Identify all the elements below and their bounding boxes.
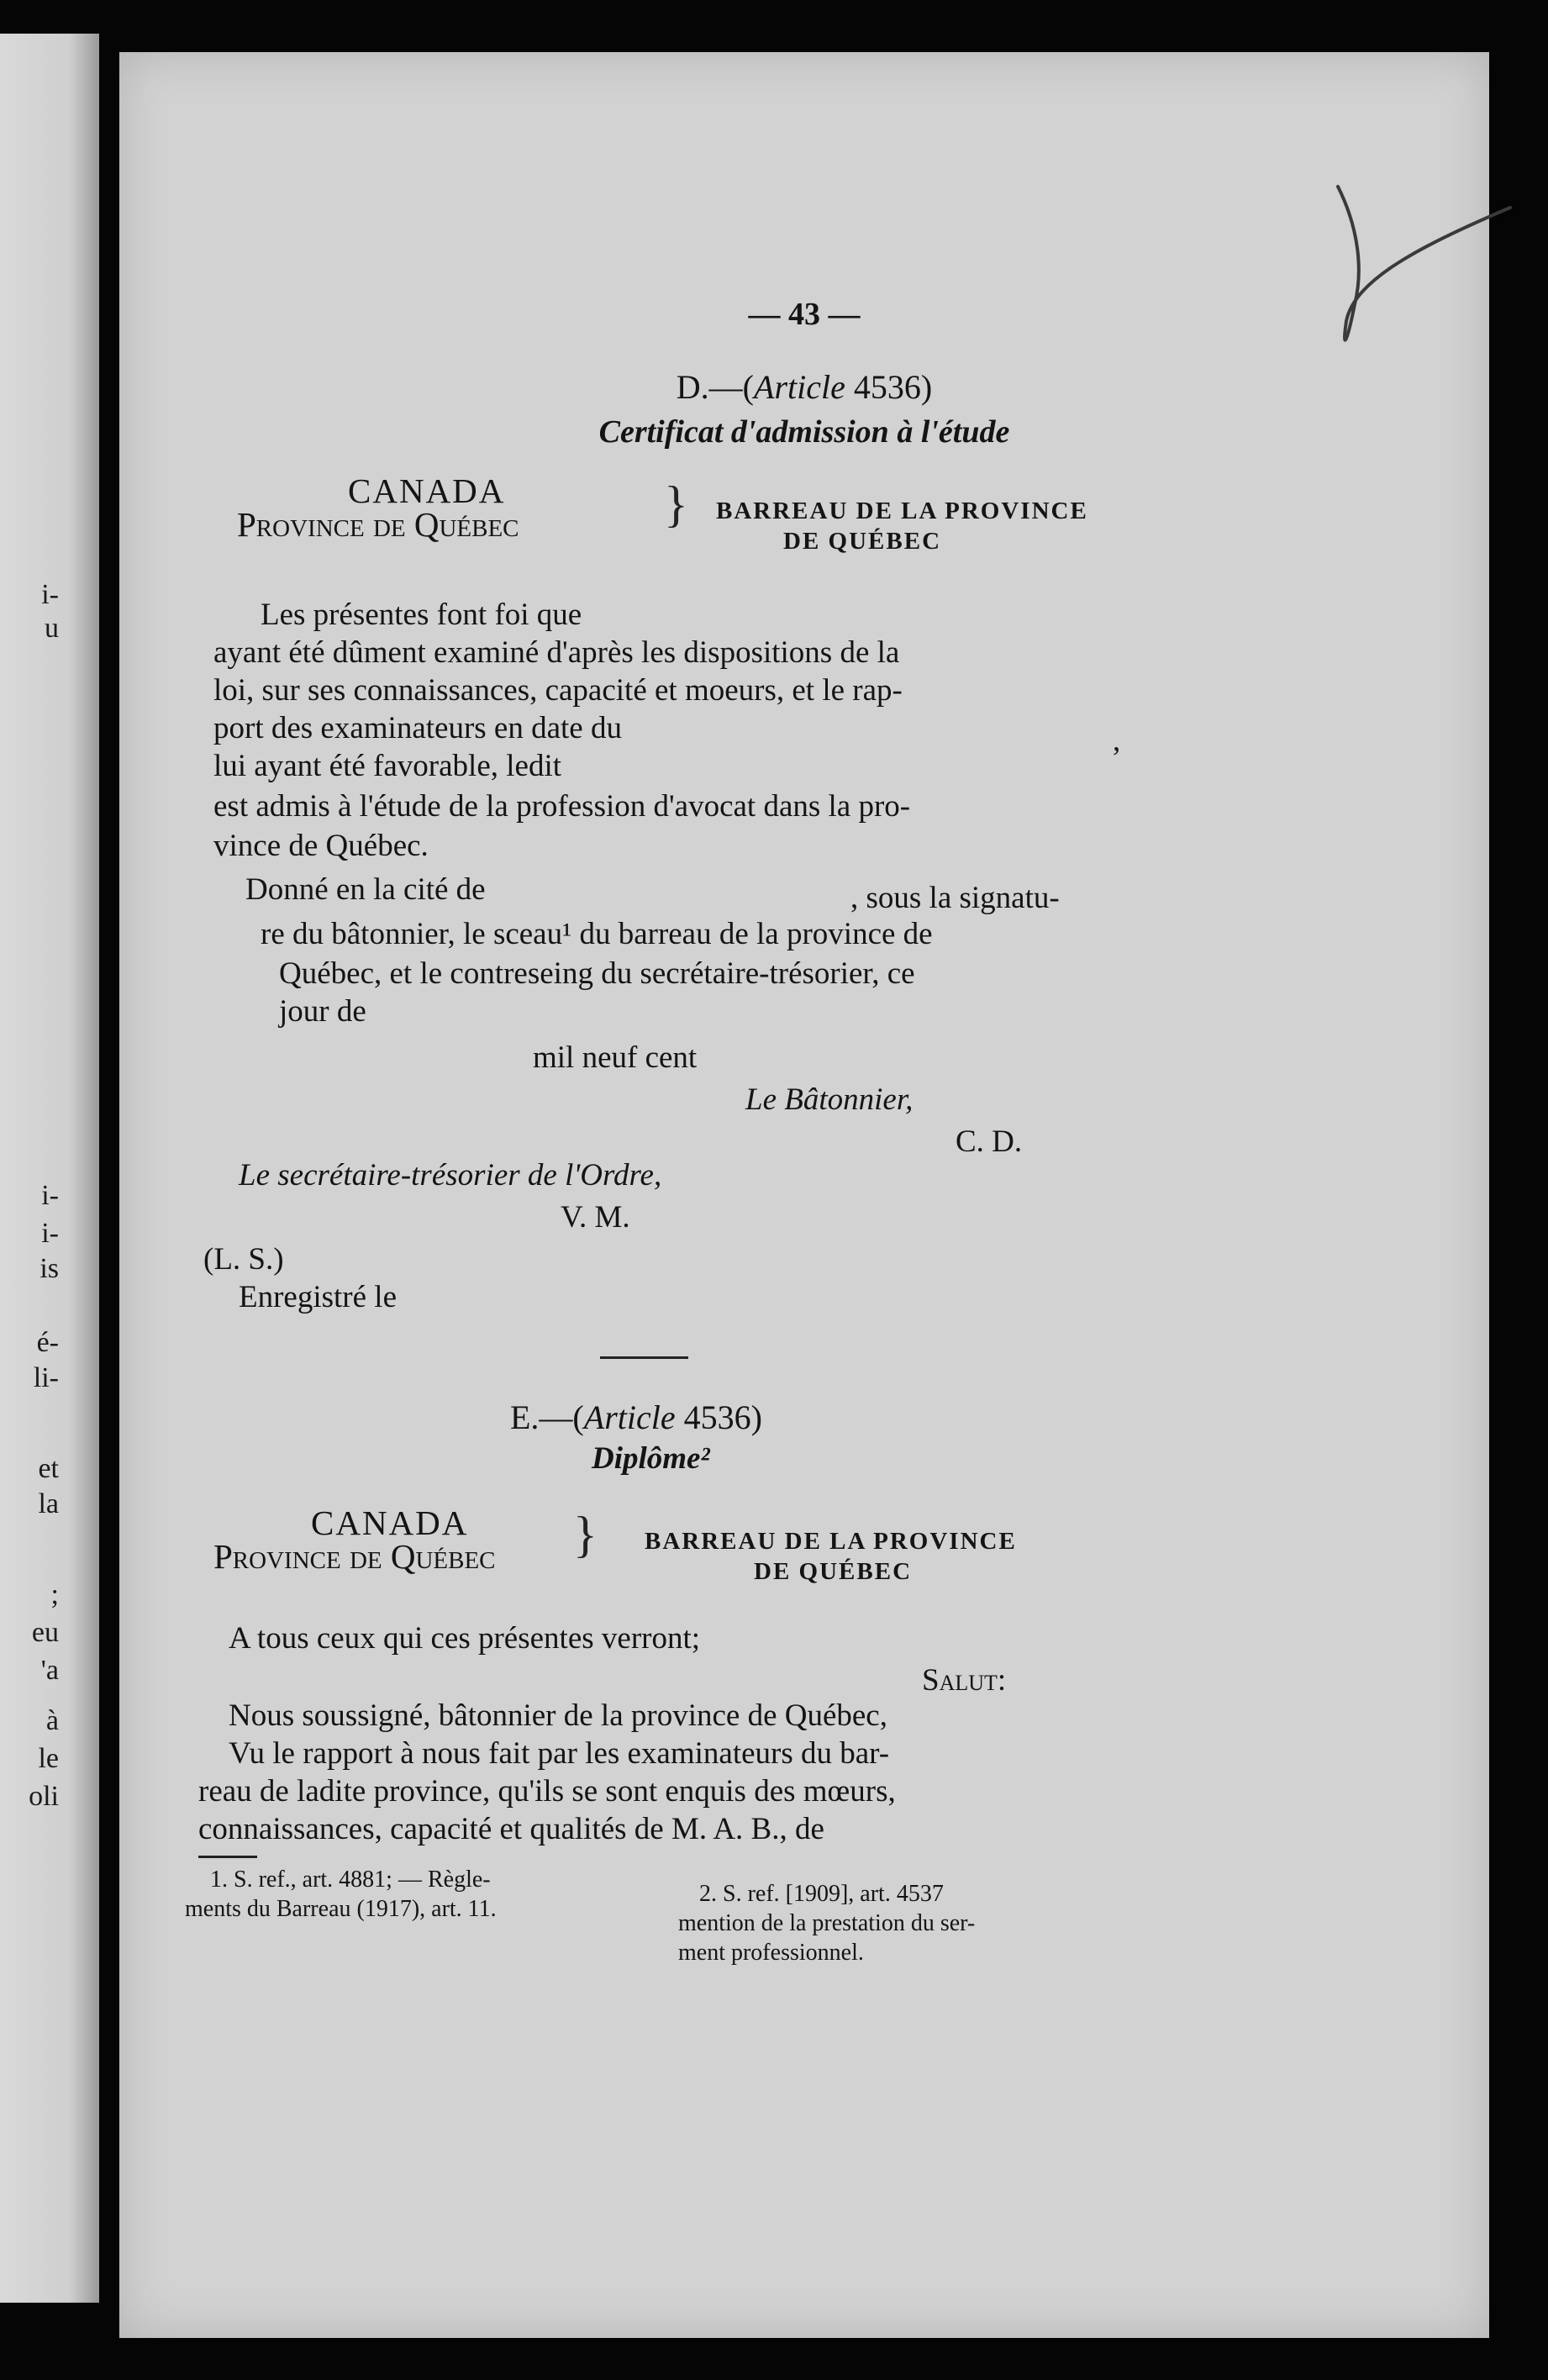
body-line: est admis à l'étude de la profession d'avocat dans la pro- bbox=[213, 789, 911, 824]
footnote-2: ment professionnel. bbox=[678, 1940, 864, 1966]
margin-fragment: i- bbox=[41, 579, 59, 610]
body-line: re du bâtonnier, le sceau¹ du barreau de la province de bbox=[261, 917, 933, 951]
body-line: Vu le rapport à nous fait par les examinateurs du bar- bbox=[229, 1736, 890, 1771]
section-d-heading: D.—(Article 4536) bbox=[676, 368, 933, 406]
margin-fragment: et bbox=[38, 1453, 59, 1484]
body-line: vince de Québec. bbox=[213, 829, 429, 863]
margin-fragment: oli bbox=[29, 1781, 59, 1812]
header-quebec: DE QUÉBEC bbox=[754, 1558, 913, 1585]
margin-fragment: la bbox=[38, 1488, 59, 1519]
body-line: loi, sur ses connaissances, capacité et moeurs, et le rap- bbox=[213, 673, 903, 708]
body-line: Les présentes font foi que bbox=[261, 598, 582, 632]
body-line: A tous ceux qui ces présentes verront; bbox=[229, 1621, 701, 1656]
header-quebec: DE QUÉBEC bbox=[783, 528, 942, 555]
pencil-mark bbox=[1321, 178, 1514, 363]
comma-mark: , bbox=[1113, 724, 1121, 758]
footnote-1: 1. S. ref., art. 4881; — Règle- bbox=[210, 1867, 491, 1893]
header-province: Province de Québec bbox=[213, 1537, 496, 1576]
header-barreau: BARREAU DE LA PROVINCE bbox=[716, 498, 1088, 524]
body-line: lui ayant été favorable, ledit bbox=[213, 749, 562, 783]
margin-fragment: é- bbox=[36, 1327, 59, 1358]
margin-fragment: u bbox=[45, 613, 59, 644]
footnote-2: 2. S. ref. [1909], art. 4537 bbox=[699, 1881, 944, 1907]
margin-fragment: li- bbox=[33, 1362, 59, 1393]
body-line: ayant été dûment examiné d'après les dispositions de la bbox=[213, 635, 900, 670]
salut-line: Salut: bbox=[922, 1663, 1007, 1698]
footnote-2: mention de la prestation du ser- bbox=[678, 1910, 976, 1936]
footnote-rule bbox=[198, 1856, 257, 1858]
body-line: reau de ladite province, qu'ils se sont enquis des mœurs, bbox=[198, 1774, 896, 1809]
header-province: Province de Québec bbox=[237, 505, 519, 544]
body-line: Nous soussigné, bâtonnier de la province de Québec, bbox=[229, 1698, 887, 1733]
section-d-subtitle: Certificat d'admission à l'étude bbox=[598, 414, 1010, 450]
batonnier-initials: C. D. bbox=[956, 1124, 1023, 1159]
section-e-heading: E.—(Article 4536) bbox=[510, 1398, 762, 1436]
secretaire-initials: V. M. bbox=[561, 1200, 630, 1235]
body-line: port des examinateurs en date du bbox=[213, 711, 622, 745]
registered-line: Enregistré le bbox=[239, 1280, 397, 1314]
header-canada: CANADA bbox=[348, 471, 506, 510]
body-line: jour de bbox=[279, 994, 366, 1029]
margin-fragment: ; bbox=[50, 1579, 59, 1610]
seal-mark: (L. S.) bbox=[203, 1242, 284, 1277]
margin-fragment: is bbox=[39, 1253, 59, 1284]
body-line: , sous la signatu- bbox=[850, 881, 1060, 915]
body-line: connaissances, capacité et qualités de M. A. B., de bbox=[198, 1812, 824, 1846]
margin-fragment: i- bbox=[41, 1218, 59, 1249]
body-line: Donné en la cité de bbox=[245, 872, 486, 907]
brace: } bbox=[664, 477, 688, 532]
section-e-subtitle: Diplôme² bbox=[592, 1441, 710, 1476]
page-number: — 43 — bbox=[748, 297, 861, 332]
header-barreau: BARREAU DE LA PROVINCE bbox=[645, 1528, 1017, 1555]
footnote-1: ments du Barreau (1917), art. 11. bbox=[185, 1896, 497, 1922]
document-page bbox=[119, 52, 1489, 2338]
margin-fragment: à bbox=[45, 1705, 59, 1736]
brace: } bbox=[573, 1507, 598, 1562]
previous-page-edge bbox=[0, 34, 99, 2303]
header-canada: CANADA bbox=[311, 1503, 469, 1542]
body-line: mil neuf cent bbox=[533, 1040, 698, 1075]
secretaire-title: Le secrétaire-trésorier de l'Ordre, bbox=[239, 1158, 662, 1193]
separator-rule bbox=[600, 1356, 688, 1359]
margin-fragment: 'a bbox=[40, 1655, 59, 1686]
margin-fragment: i- bbox=[41, 1180, 59, 1211]
batonnier-title: Le Bâtonnier, bbox=[745, 1082, 914, 1117]
margin-fragment: eu bbox=[31, 1617, 59, 1648]
margin-fragment: le bbox=[38, 1743, 59, 1774]
body-line: Québec, et le contreseing du secrétaire-trésorier, ce bbox=[279, 956, 915, 991]
